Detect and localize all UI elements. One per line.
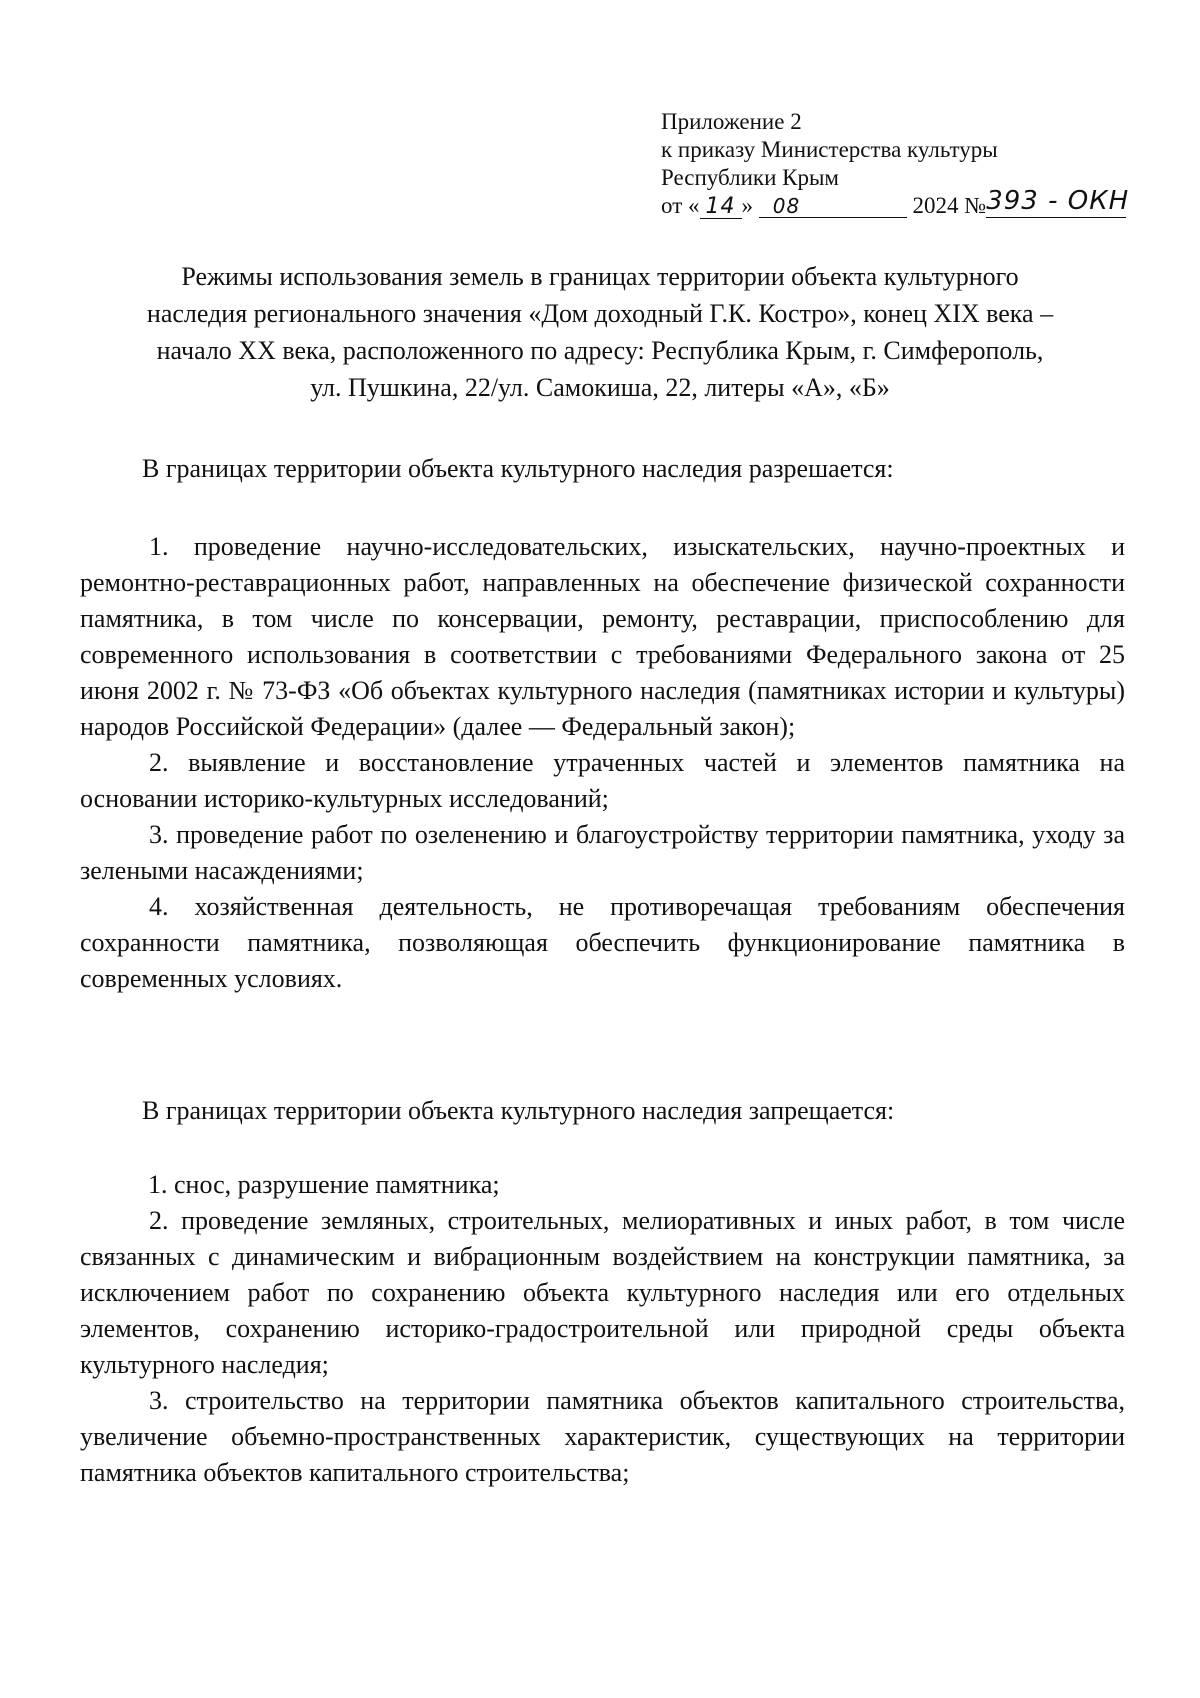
date-mid: »	[741, 193, 753, 218]
prohibited-item: 2. проведение земляных, строительных, мелиоративных и иных работ, в том числе связанных с динамическим и вибрационным воздействием на конструкции памятника, за исключением работ по сохранению объекта культурного наследия или его отдельных элементов, сохранению историко-градостроительной или природной среды объекта культурного наследия;	[80, 1206, 1125, 1379]
allowed-item: 3. проведение работ по озеленению и благоустройству территории памятника, уходу за зелеными насаждениями;	[80, 820, 1125, 885]
day-field	[700, 195, 742, 219]
handwritten-day: 14	[705, 194, 736, 219]
allowed-item: 4. хозяйственная деятельность, не противоречащая требованиям обеспечения сохранности памятника, позволяющая обеспечить функционирование памятника в современных условиях.	[80, 892, 1125, 993]
republic-name: Республики Крым	[661, 165, 839, 190]
appendix-label: Приложение 2	[661, 109, 802, 134]
document-title	[70, 258, 1130, 406]
date-prefix: от «	[661, 193, 700, 218]
prohibited-item: 1. снос, разрушение памятника;	[148, 1170, 500, 1199]
prohibited-list	[80, 1167, 1125, 1491]
title-line: наследия регионального значения «Дом доходный Г.К. Костро», конец XIX века –	[146, 299, 1054, 328]
allowed-list	[80, 529, 1125, 997]
year-and-number-label: 2024 №	[912, 193, 987, 218]
prohibited-item: 3. строительство на территории памятника объектов капитального строительства, увеличение объемно-пространственных характеристик, существующих на территории памятника объектов капитального строительства;	[80, 1386, 1125, 1487]
allowed-item: 1. проведение научно-исследовательских, изыскательских, научно-проектных и ремонтно-реставрационных работ, направленных на обеспечение физической сохранности памятника, в том числе по консервации, ремонту, реставрации, приспособлению для современного использования в соответствии с требованиями Федерального закона от 25 июня 2002 г. № 73-ФЗ «Об объектах культурного наследия (памятниках истории и культуры) народов Российской Федерации» (далее — Федеральный закон);	[80, 532, 1125, 741]
prohibited-heading: В границах территории объекта культурного наследия запрещается:	[142, 1096, 895, 1125]
handwritten-order-number: 393 - ОКН	[986, 186, 1130, 216]
title-line: Режимы использования земель в границах территории объекта культурного	[181, 262, 1019, 291]
order-reference: к приказу Министерства культуры	[661, 137, 998, 162]
allowed-heading: В границах территории объекта культурного наследия разрешается:	[142, 454, 894, 483]
title-line: ул. Пушкина, 22/ул. Самокиша, 22, литеры «А», «Б»	[310, 373, 890, 402]
order-date-line	[661, 186, 1131, 220]
number-field	[986, 186, 1130, 218]
appendix-header	[661, 108, 1131, 220]
allowed-item: 2. выявление и восстановление утраченных частей и элементов памятника на основании историко-культурных исследований;	[80, 748, 1125, 813]
title-line: начало XX века, расположенного по адресу: Республика Крым, г. Симферополь,	[156, 336, 1044, 365]
month-field	[759, 195, 907, 218]
handwritten-month: 08	[772, 194, 801, 218]
